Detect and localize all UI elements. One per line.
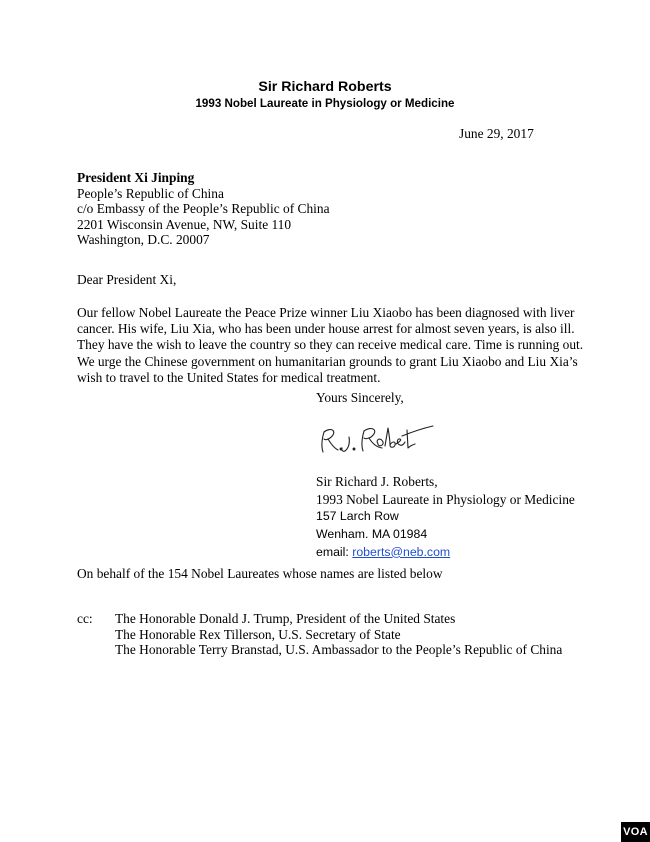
- signature-block: [316, 474, 575, 562]
- email-label: email:: [316, 544, 349, 559]
- cc-label: cc:: [77, 611, 93, 626]
- signer-title: 1993 Nobel Laureate in Physiology or Medicine: [316, 491, 575, 507]
- closing: Yours Sincerely,: [316, 390, 404, 405]
- signer-email-row: [316, 545, 575, 563]
- recipient-line: People’s Republic of China: [77, 185, 224, 201]
- signer-city: Wenham. MA 01984: [316, 527, 428, 542]
- signer-street: 157 Larch Row: [316, 509, 399, 524]
- handwritten-signature: [312, 418, 437, 460]
- sender-title: 1993 Nobel Laureate in Physiology or Medicine: [195, 97, 455, 110]
- cc-list: [115, 611, 562, 658]
- behalf-statement: On behalf of the 154 Nobel Laureates whose names are listed below: [77, 566, 443, 581]
- voa-logo: VOA: [621, 822, 650, 842]
- recipient-line: 2201 Wisconsin Avenue, NW, Suite 110: [77, 216, 292, 232]
- body-line: They have the wish to leave the country so they can receive medical care. Time is running out.: [77, 337, 584, 353]
- salutation: Dear President Xi,: [77, 272, 177, 287]
- cc-item: The Honorable Rex Tillerson, U.S. Secretary of State: [115, 626, 401, 642]
- body-line: Our fellow Nobel Laureate the Peace Prize winner Liu Xiaobo has been diagnosed with liver: [77, 305, 575, 320]
- recipient-line: c/o Embassy of the People’s Republic of China: [77, 201, 330, 217]
- recipient-line: Washington, D.C. 20007: [77, 232, 210, 248]
- letter-body: [77, 305, 583, 386]
- signer-name: Sir Richard J. Roberts,: [316, 474, 438, 489]
- email-link[interactable]: roberts@neb.com: [352, 544, 451, 559]
- letter-date: June 29, 2017: [459, 126, 534, 141]
- recipient-address: [77, 170, 330, 248]
- body-line: We urge the Chinese government on humanitarian grounds to grant Liu Xiaobo and Liu Xia’s: [77, 353, 578, 369]
- cc-item: The Honorable Terry Branstad, U.S. Ambassador to the People’s Republic of China: [115, 642, 563, 658]
- body-line: wish to travel to the United States for medical treatment.: [77, 369, 381, 385]
- sender-name: Sir Richard Roberts: [258, 79, 392, 95]
- recipient-name: President Xi Jinping: [77, 170, 195, 185]
- body-line: cancer. His wife, Liu Xia, who has been under house arrest for almost seven years, is also ill.: [77, 321, 575, 337]
- cc-item: The Honorable Donald J. Trump, President of the United States: [115, 611, 456, 626]
